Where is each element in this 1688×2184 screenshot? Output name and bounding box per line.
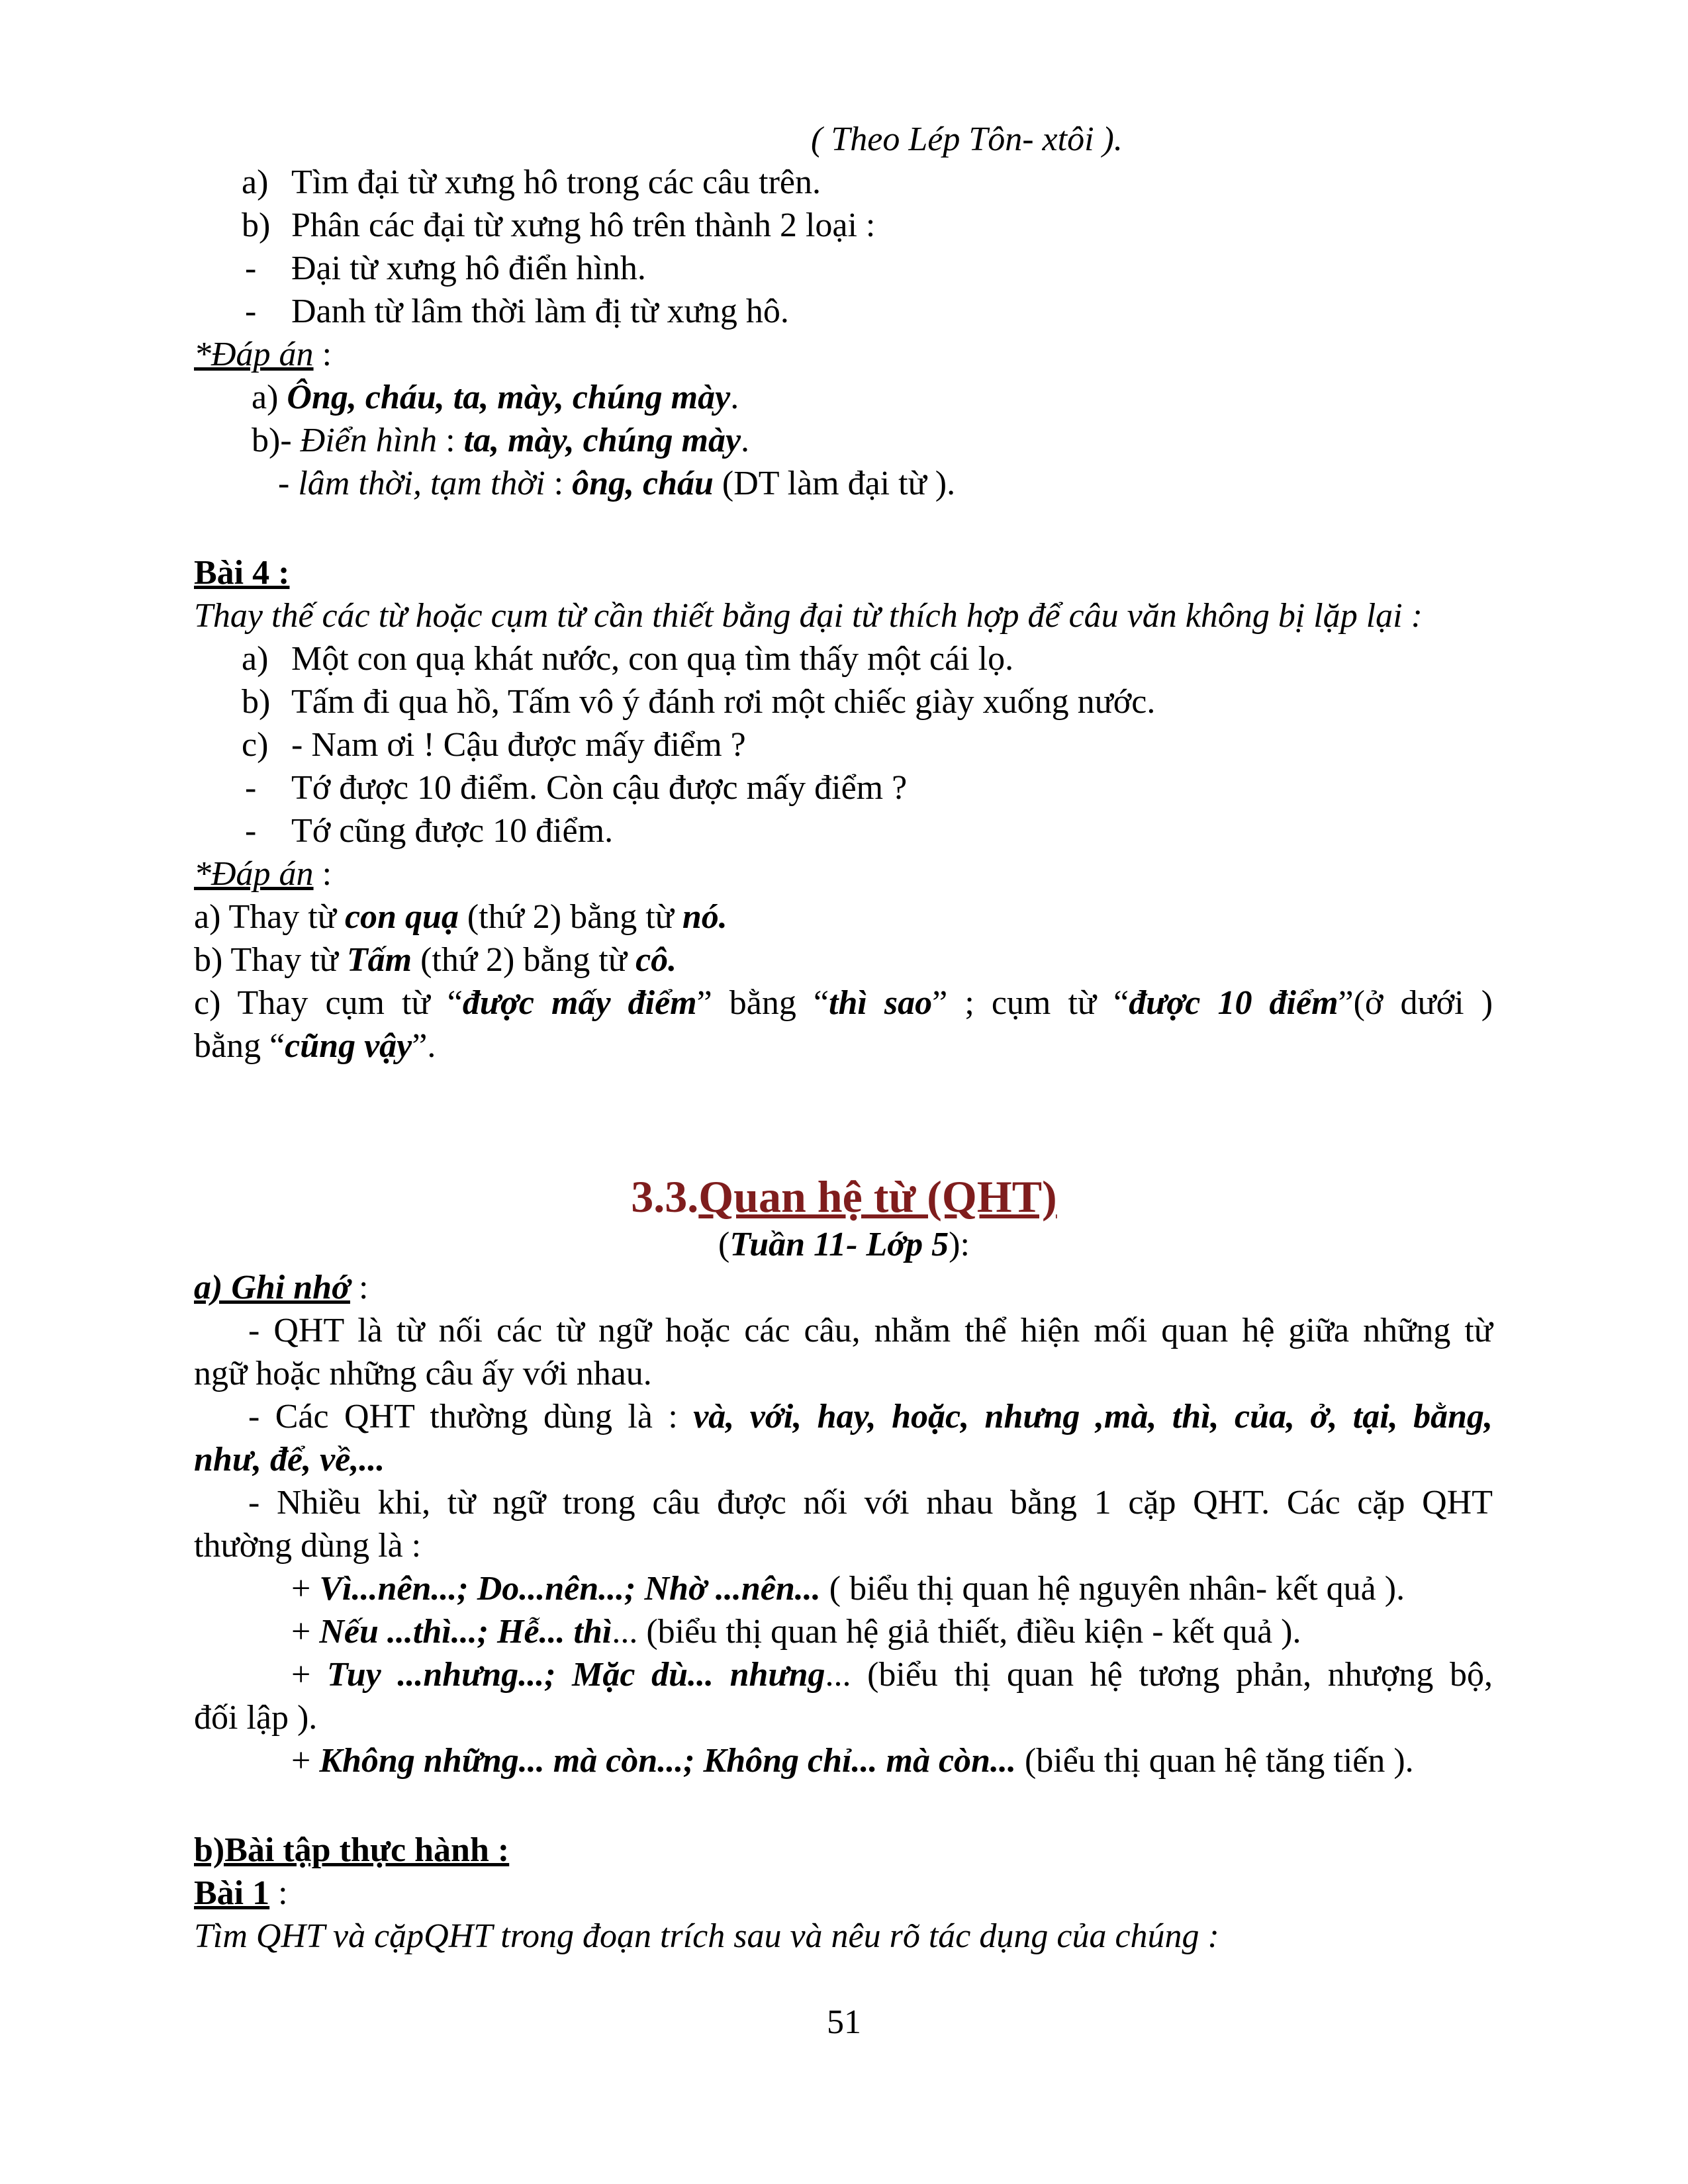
answer-b-colon: : [437,422,464,459]
exercise-1-heading-line [194,1872,288,1915]
answer-b-category: Điển hình [300,422,438,459]
answer-text: b) Thay từ [194,941,347,979]
notes-paragraph-2 [248,1395,1493,1439]
section-heading [0,1170,1688,1223]
answer-a-prefix: a) [252,379,287,416]
bullet-plus: + [291,1656,327,1694]
list-marker: b) [242,683,271,721]
relation-pair-contrast [291,1653,1493,1697]
exercise-4-heading: Bài 4 : [194,554,290,592]
answer-label-line [194,852,332,896]
exercise-4-answer-c [194,981,1493,1025]
relation-pair-words: Không những... mà còn...; Không chỉ... mà còn... [319,1742,1016,1780]
answer-term: được 10 điểm [1129,984,1338,1022]
answer-b [252,419,749,463]
answer-c-colon: : [545,465,573,502]
exercise-1-instruction: Tìm QHT và cặpQHT trong đoạn trích sau và nêu rõ tác dụng của chúng : [194,1917,1219,1955]
answer-term: được mấy điểm [462,984,697,1022]
notes-paragraph-1-continued: ngữ hoặc những câu ấy với nhau. [194,1355,652,1392]
notes-paragraph-3: - Nhiều khi, từ ngữ trong câu được nối với nhau bằng 1 cặp QHT. Các cặp QHT [248,1484,1493,1522]
notes-paragraph-1: - QHT là từ nối các từ ngữ hoặc các câu, nhằm thể hiện mối quan hệ giữa những từ [248,1312,1493,1349]
answer-c-category: lâm thời, tạm thời [298,465,545,502]
list-marker: b) [242,206,271,244]
relation-pair-progression [291,1739,1414,1783]
bullet-plus: + [291,1570,320,1608]
answer-text: ”(ở dưới ) [1338,984,1493,1022]
source-citation: ( Theo Lép Tôn- xtôi ). [811,120,1123,158]
subtitle-close: ): [949,1226,970,1263]
notes-paragraph-3-continued: thường dùng là : [194,1527,422,1565]
answer-term: con quạ [344,898,459,936]
answer-text: c) Thay cụm từ “ [194,984,463,1022]
relation-pair-cause [291,1567,1405,1611]
notes-heading: a) Ghi nhớ [194,1269,350,1306]
answer-b-words: ta, mày, chúng mày [463,422,741,459]
answer-a [252,376,739,420]
relation-pair-condition [291,1610,1301,1654]
section-title: Quan hệ từ (QHT) [698,1171,1057,1222]
answer-b-end: . [741,422,750,459]
notes-text: - Các QHT thường dùng là : [248,1398,694,1435]
answer-term: nó. [682,898,727,936]
list-dash: - [245,293,257,330]
answer-c [278,462,955,506]
exercise-4-item-a: Một con quạ khát nước, con quạ tìm thấy một cái lọ. [291,640,1014,678]
exercise-4-item-b: Tấm đi qua hồ, Tấm vô ý đánh rơi một chiếc giày xuống nước. [291,683,1156,721]
list-item: Đại từ xưng hô điển hình. [291,250,646,287]
answer-text: (thứ 2) bằng từ [458,898,682,936]
answer-a-end: . [730,379,739,416]
section-subtitle [0,1223,1688,1267]
exercise-1-colon: : [269,1874,288,1912]
subtitle-week-grade: Tuần 11- Lớp 5 [729,1226,949,1263]
answer-term: Tấm [346,941,412,979]
answer-c-words: ông, cháu [572,465,714,502]
answer-term: cũng vậy [285,1027,412,1065]
answer-c-end: (DT làm đại từ ). [713,465,956,502]
answer-term: cô. [635,941,677,979]
answer-a-words: Ông, cháu, ta, mày, chúng mày [287,379,731,416]
notes-relation-words: và, với, hay, hoặc, nhưng ,mà, thì, của, ở, tại, bằng, [693,1398,1493,1435]
answer-colon: : [313,855,332,893]
list-marker: c) [242,726,269,764]
relation-pair-desc: ... (biểu thị quan hệ tương phản, nhượng bộ, [825,1656,1493,1694]
list-dash: - [245,769,257,807]
answer-text: ” bằng “ [696,984,829,1022]
answer-label-line [194,333,332,377]
practice-heading: b)Bài tập thực hành : [194,1831,510,1869]
relation-pair-desc: ... (biểu thị quan hệ giả thiết, điều kiện - kết quả ). [612,1613,1301,1651]
answer-text: a) Thay từ [194,898,345,936]
answer-b-prefix: b)- [252,422,301,459]
exercise-4-instruction: Thay thế các từ hoặc cụm từ cần thiết bằng đại từ thích hợp để câu văn không bị lặp lại : [194,597,1423,635]
subtitle-open: ( [718,1226,730,1263]
bullet-plus: + [291,1613,320,1651]
answer-text: ”. [412,1027,436,1065]
notes-paragraph-2-continued: như, để, về,... [194,1441,385,1479]
exercise-1-heading: Bài 1 [194,1874,270,1912]
answer-text: bằng “ [194,1027,285,1065]
list-marker: a) [242,163,269,201]
relation-pair-desc: (biểu thị quan hệ tăng tiến ). [1015,1742,1414,1780]
answer-text: ” ; cụm từ “ [932,984,1129,1022]
exercise-4-item-c: - Nam ơi ! Cậu được mấy điểm ? [291,726,746,764]
exercise-4-answer-c-continued [194,1024,436,1068]
list-dash: - [245,250,257,287]
list-dash: - [245,812,257,850]
question-b: Phân các đại từ xưng hô trên thành 2 loại : [291,206,876,244]
notes-heading-line [194,1266,368,1310]
exercise-4-answer-a [194,895,727,939]
list-item: Danh từ lâm thời làm đị từ xưng hô. [291,293,789,330]
answer-term: thì sao [829,984,933,1022]
answer-text: (thứ 2) bằng từ [412,941,636,979]
page-number: 51 [827,2003,861,2041]
exercise-4-answer-b [194,938,677,982]
answer-label: *Đáp án [194,336,314,373]
section-number: 3.3. [631,1171,699,1222]
relation-pair-words: Vì...nên...; Do...nên...; Nhờ ...nên... [319,1570,821,1608]
notes-colon: : [350,1269,369,1306]
dialogue-line: Tớ cũng được 10 điểm. [291,812,614,850]
answer-label: *Đáp án [194,855,314,893]
dialogue-line: Tớ được 10 điểm. Còn cậu được mấy điểm ? [291,769,908,807]
relation-pair-desc: ( biểu thị quan hệ nguyên nhân- kết quả ). [820,1570,1405,1608]
answer-colon: : [313,336,332,373]
answer-c-prefix: - [278,465,299,502]
bullet-plus: + [291,1742,320,1780]
list-marker: a) [242,640,269,678]
relation-pair-words: Tuy ...nhưng...; Mặc dù... nhưng [326,1656,825,1694]
question-a: Tìm đại từ xưng hô trong các câu trên. [291,163,821,201]
relation-pair-contrast-continued: đối lập ). [194,1699,318,1737]
relation-pair-words: Nếu ...thì...; Hễ... thì [319,1613,612,1651]
